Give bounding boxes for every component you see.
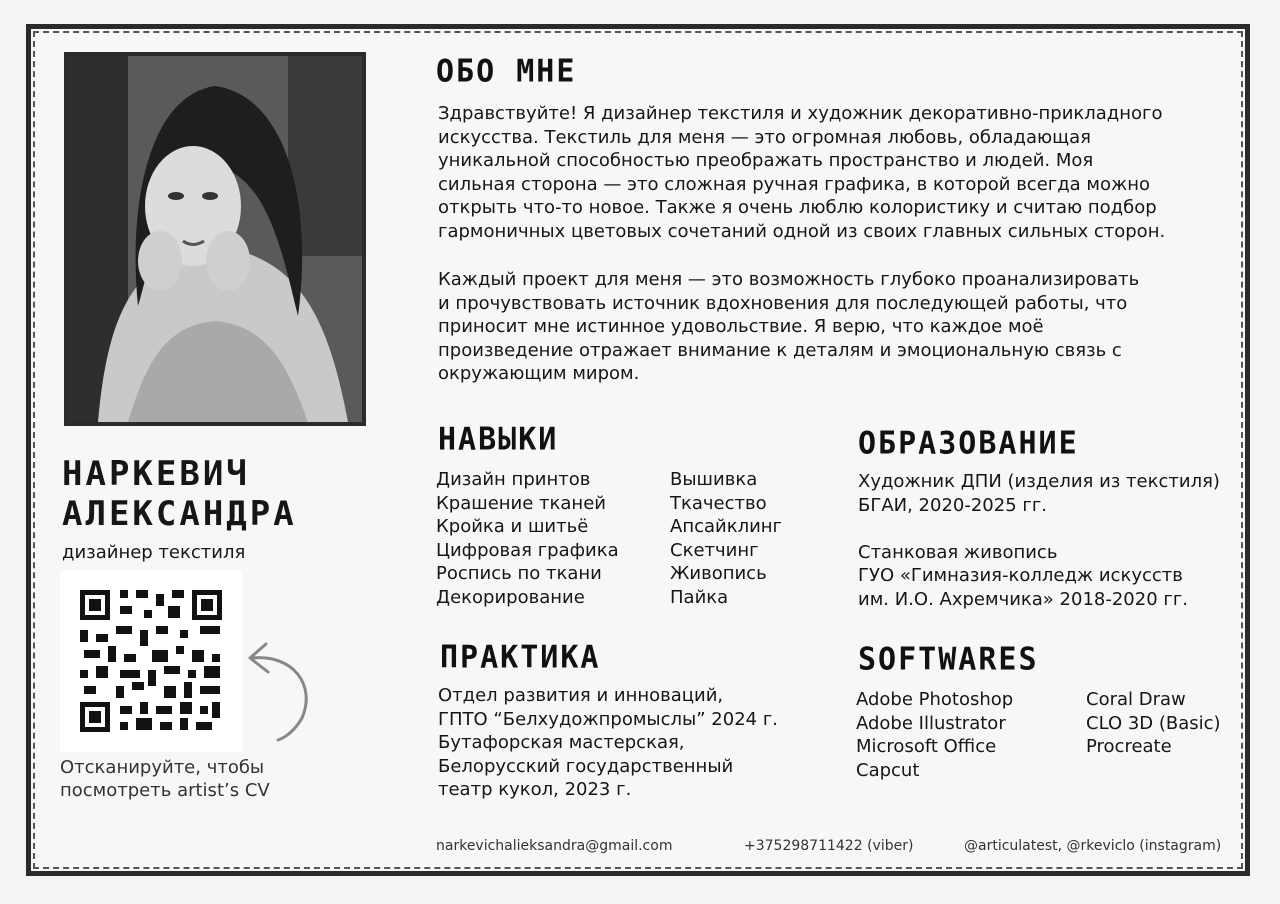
qr-caption-line: посмотреть artist’s CV	[60, 780, 270, 801]
list-item: БГАИ, 2020-2025 гг.	[858, 494, 1048, 516]
qr-code[interactable]	[60, 570, 242, 752]
qr-caption-line: Отсканируйте, чтобы	[60, 757, 265, 778]
list-item: Крашение тканей	[436, 492, 606, 514]
text-line: Каждый проект для меня — это возможность глубоко проанализировать	[438, 269, 1140, 290]
text-line: приносит мне истинное удовольствие. Я верю, что каждое моё	[438, 316, 1044, 337]
curved-arrow-icon	[244, 636, 324, 746]
qr-code-icon	[60, 570, 242, 752]
list-item: ГУО «Гимназия-колледж искусств	[858, 565, 1183, 587]
first-name: АЛЕКСАНДРА	[62, 494, 297, 534]
list-item: ГПТО “Белхудожпромыслы” 2024 г.	[438, 708, 778, 730]
list-item	[858, 517, 1220, 541]
text-line: сильная сторона — это сложная ручная графика, в которой всегда можно	[438, 173, 1151, 195]
about-heading: ОБО МНЕ	[436, 53, 577, 90]
list-item: CLO 3D (Basic)	[1086, 712, 1221, 734]
skills-list-1	[436, 468, 619, 610]
list-item: Декорирование	[436, 586, 585, 608]
qr-caption	[60, 756, 270, 802]
text-line: произведение отражает внимание к деталям и эмоциональную связь с	[438, 339, 1122, 361]
about-paragraph-2	[438, 268, 1218, 386]
list-item: Capcut	[856, 759, 920, 781]
list-item: Художник ДПИ (изделия из текстиля)	[858, 471, 1220, 492]
text-line: Здравствуйте! Я дизайнер текстиля и художник декоративно-прикладного	[438, 103, 1163, 124]
text-line: окружающим миром.	[438, 363, 640, 384]
softwares-list-1	[856, 688, 1013, 782]
list-item: Adobe Illustrator	[856, 712, 1006, 734]
list-item: Пайка	[670, 586, 729, 608]
practice-list	[438, 684, 778, 802]
list-item: Бутафорская мастерская,	[438, 732, 685, 754]
portrait-photo	[64, 52, 366, 426]
list-item: Цифровая графика	[436, 539, 619, 561]
list-item: Кройка и шитьё	[436, 516, 589, 538]
education-heading: ОБРАЗОВАНИЕ	[858, 425, 1079, 462]
list-item: Ткачество	[670, 492, 767, 514]
education-list	[858, 470, 1220, 612]
list-item: Adobe Photoshop	[856, 689, 1014, 710]
list-item: Белорусский государственный	[438, 755, 734, 777]
footer-email[interactable]: narkevichalieksandra@gmail.com	[436, 838, 673, 854]
footer-social[interactable]: @articulatest, @rkeviclo (instagram)	[964, 838, 1222, 854]
skills-list-2	[670, 468, 782, 610]
softwares-list-2	[1086, 688, 1221, 759]
text-line: искусства. Текстиль для меня — это огромная любовь, обладающая	[438, 126, 1091, 148]
list-item: Procreate	[1086, 736, 1172, 758]
skills-heading: НАВЫКИ	[438, 421, 559, 458]
text-line: открыть что-то новое. Также я очень люблю колористику и считаю подбор	[438, 197, 1157, 218]
about-paragraph-1	[438, 102, 1218, 243]
text-line: гармоничных цветовых сочетаний одной из своих главных сильных сторон.	[438, 220, 1166, 242]
softwares-heading: SOFTWARES	[858, 641, 1039, 678]
practice-heading: ПРАКТИКА	[440, 639, 601, 676]
list-item: Отдел развития и инноваций,	[438, 685, 724, 706]
list-item: Coral Draw	[1086, 689, 1186, 710]
list-item: Живопись	[670, 563, 767, 585]
list-item: им. И.О. Ахремчика» 2018-2020 гг.	[858, 588, 1189, 610]
text-line: и прочувствовать источник вдохновения для последующей работы, что	[438, 292, 1128, 314]
list-item: Скетчинг	[670, 539, 759, 561]
list-item: Вышивка	[670, 469, 758, 490]
footer-phone[interactable]: +375298711422 (viber)	[744, 838, 914, 854]
list-item: театр кукол, 2023 г.	[438, 779, 632, 801]
list-item: Дизайн принтов	[436, 469, 591, 490]
role-title: дизайнер текстиля	[62, 542, 246, 563]
list-item: Microsoft Office	[856, 736, 997, 758]
text-line: уникальной способностью преображать пространство и людей. Моя	[438, 150, 1094, 171]
list-item: Апсайклинг	[670, 516, 783, 538]
surname: НАРКЕВИЧ	[62, 454, 250, 494]
list-item: Станковая живопись	[858, 541, 1058, 563]
list-item: Роспись по ткани	[436, 563, 602, 585]
